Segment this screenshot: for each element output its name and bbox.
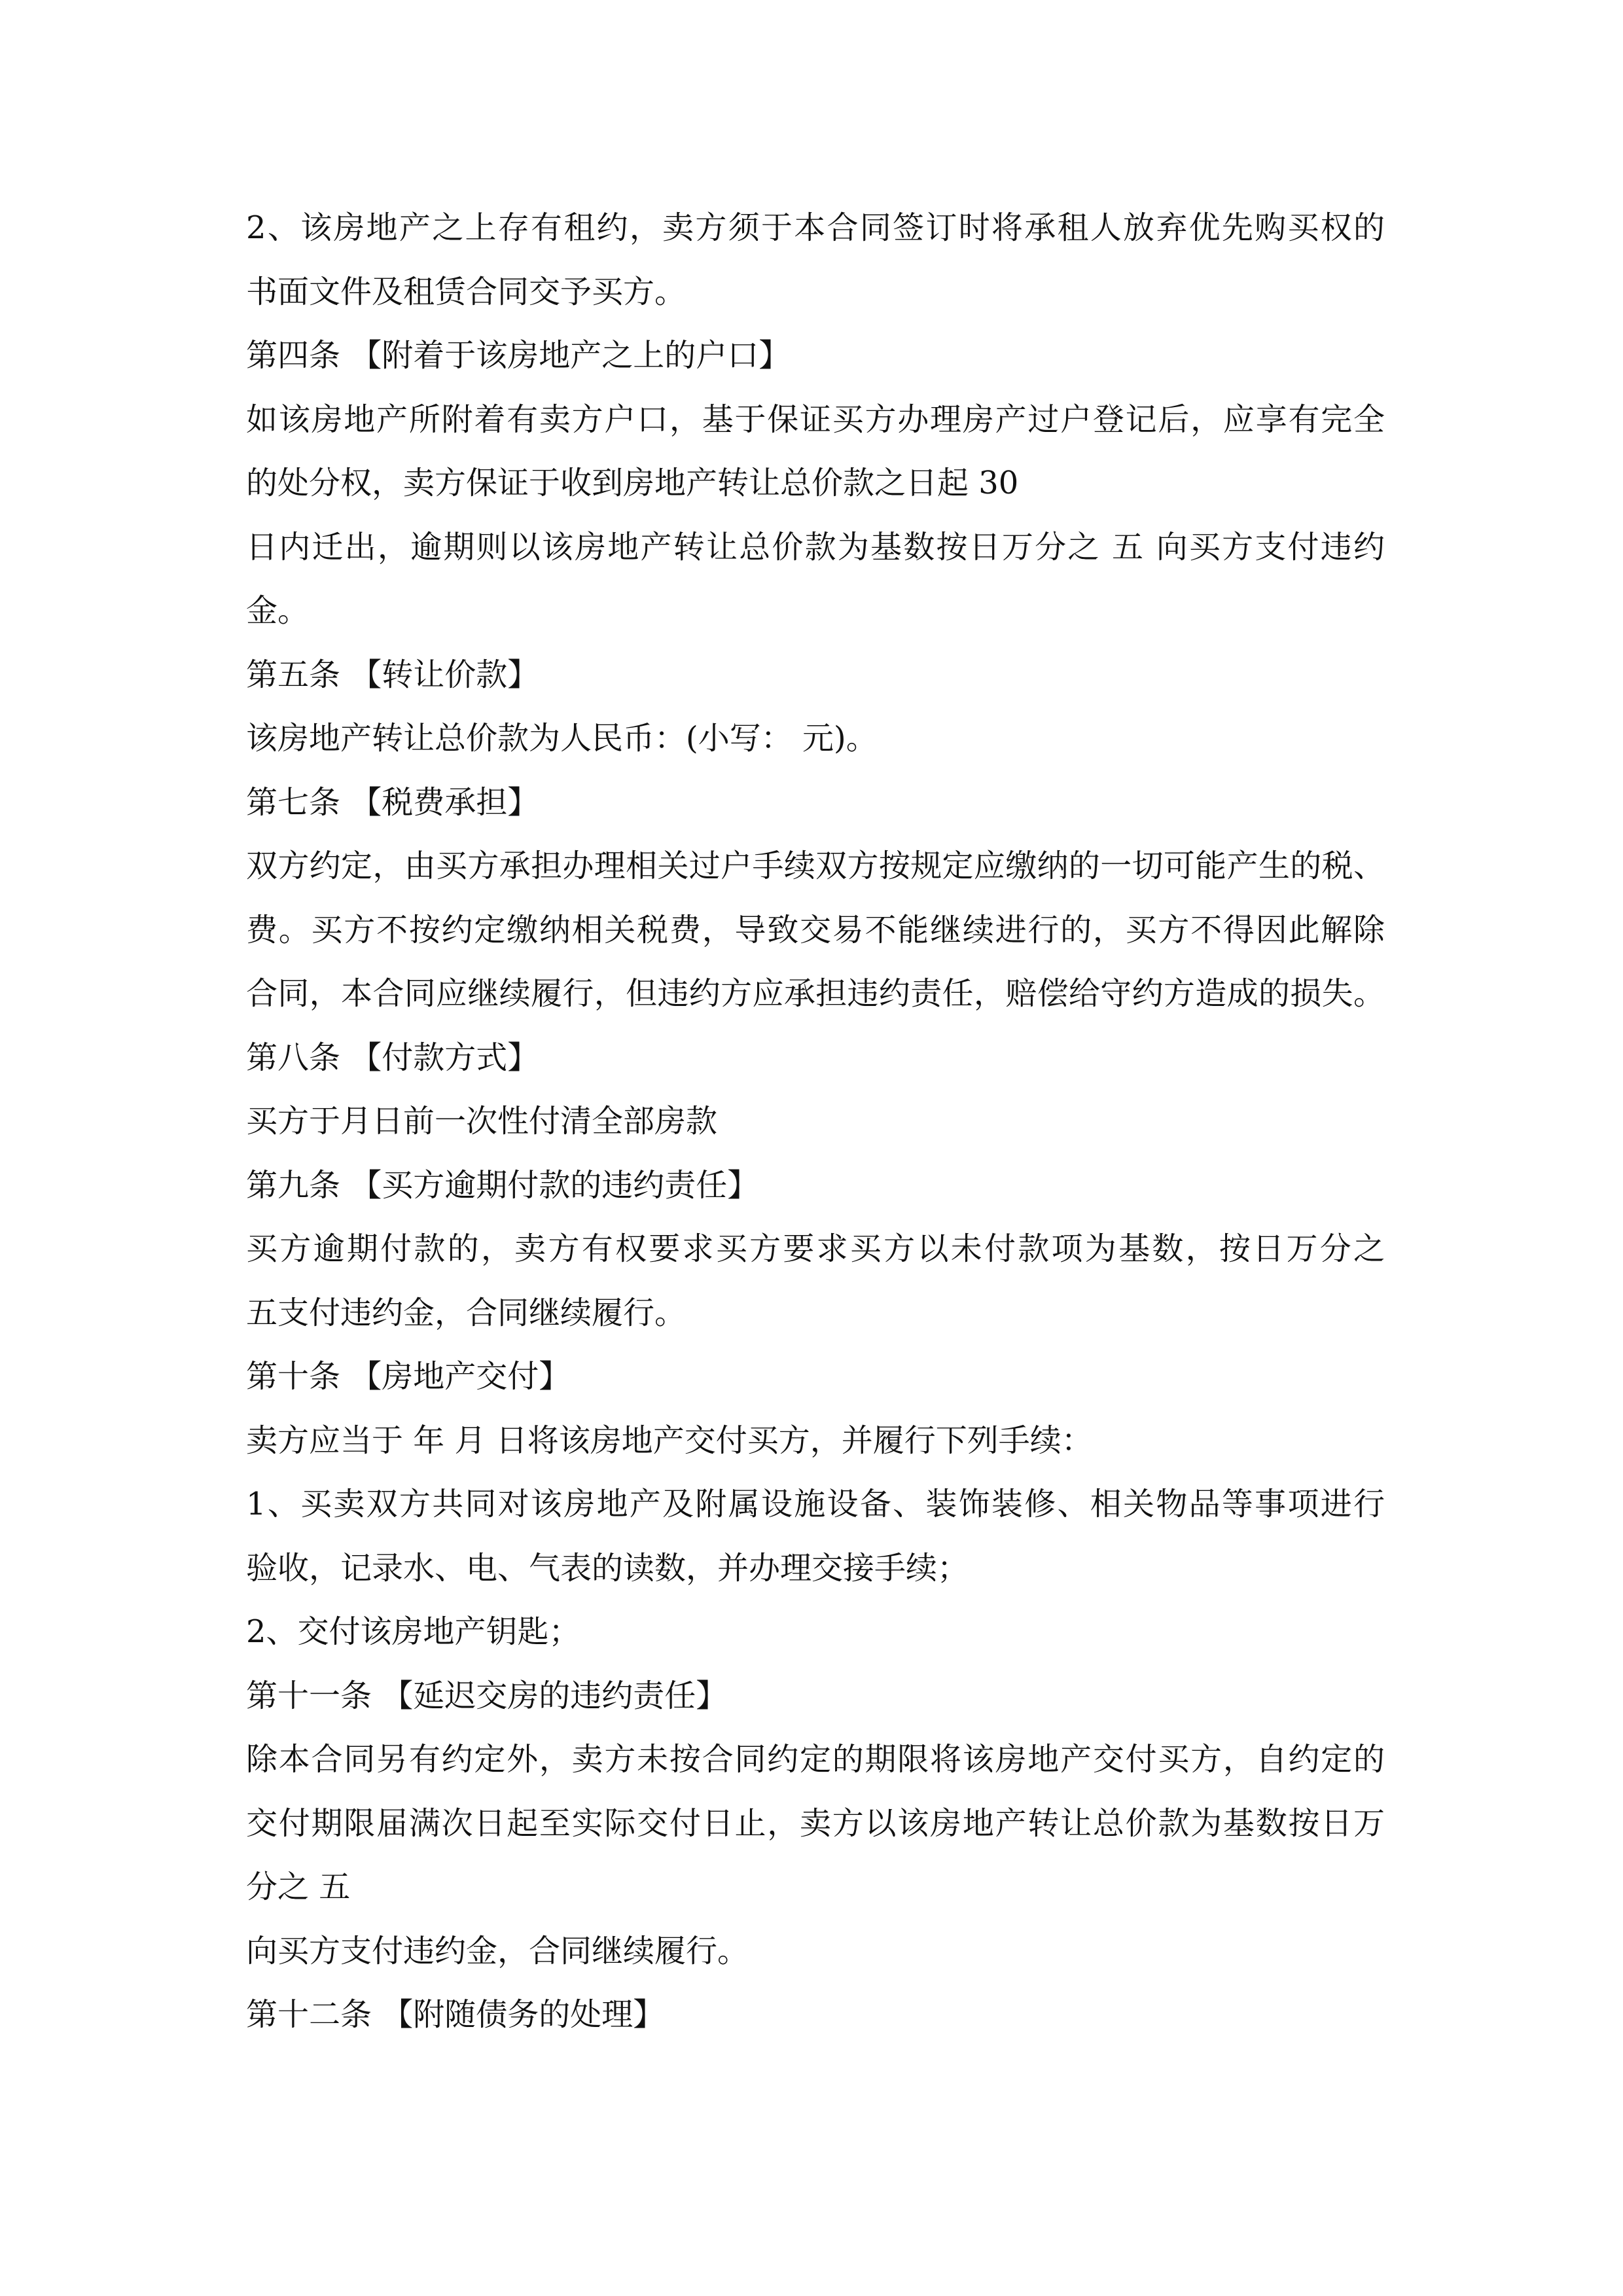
text-line: 合同，本合同应继续履行，但违约方应承担违约责任，赔偿给守约方造成的损失。 <box>246 975 1385 1012</box>
text-line: 买方于月日前一次性付清全部房款 <box>246 1103 718 1139</box>
text-line: 分之 五 <box>246 1869 351 1905</box>
text-line: 1、买卖双方共同对该房地产及附属设施设备、装饰装修、相关物品等事项进行 <box>246 1486 1385 1522</box>
text-line: 该房地产转让总价款为人民币：(小写： 元)。 <box>246 720 878 757</box>
article-heading: 第四条 【附着于该房地产之上的户口】 <box>246 337 791 374</box>
article-heading: 第九条 【买方逾期付款的违约责任】 <box>246 1166 759 1204</box>
text-line: 验收，记录水、电、气表的读数，并办理交接手续； <box>246 1549 969 1587</box>
text-line: 2、该房地产之上存有租约，卖方须于本合同签订时将承租人放弃优先购买权的 <box>246 209 1385 246</box>
article-heading: 第十二条 【附随债务的处理】 <box>246 1996 665 2033</box>
text-line: 2、交付该房地产钥匙； <box>246 1613 580 1650</box>
text-line: 书面文件及租赁合同交予买方。 <box>246 273 687 310</box>
article-heading: 第八条 【付款方式】 <box>246 1039 539 1076</box>
text-line: 如该房地产所附着有卖方户口，基于保证买方办理房产过户登记后，应享有完全 <box>246 401 1385 438</box>
text-line: 五支付违约金，合同继续履行。 <box>246 1294 687 1331</box>
text-line: 交付期限届满次日起至实际交付日止，卖方以该房地产转让总价款为基数按日万 <box>246 1804 1385 1842</box>
text-line: 的处分权，卖方保证于收到房地产转让总价款之日起 30 <box>246 465 1019 501</box>
text-line: 向买方支付违约金，合同继续履行。 <box>246 1932 749 1969</box>
text-line: 买方逾期付款的，卖方有权要求买方要求买方以未付款项为基数，按日万分之 <box>246 1230 1385 1267</box>
article-heading: 第五条 【转让价款】 <box>246 656 539 693</box>
article-heading: 第七条 【税费承担】 <box>246 783 539 821</box>
text-line: 金。 <box>246 592 310 629</box>
text-line: 日内迁出，逾期则以该房地产转让总价款为基数按日万分之 五 向买方支付违约 <box>246 528 1385 565</box>
text-line: 费。买方不按约定缴纳相关税费，导致交易不能继续进行的，买方不得因此解除 <box>246 911 1385 948</box>
document-body <box>246 196 1385 2047</box>
text-line: 卖方应当于 年 月 日将该房地产交付买方，并履行下列手续： <box>246 1422 1093 1459</box>
article-heading: 第十条 【房地产交付】 <box>246 1358 571 1395</box>
article-heading: 第十一条 【延迟交房的违约责任】 <box>246 1677 728 1714</box>
text-line: 除本合同另有约定外，卖方未按合同约定的期限将该房地产交付买方，自约定的 <box>246 1741 1385 1778</box>
text-line: 双方约定，由买方承担办理相关过户手续双方按规定应缴纳的一切可能产生的税、 <box>246 848 1385 884</box>
